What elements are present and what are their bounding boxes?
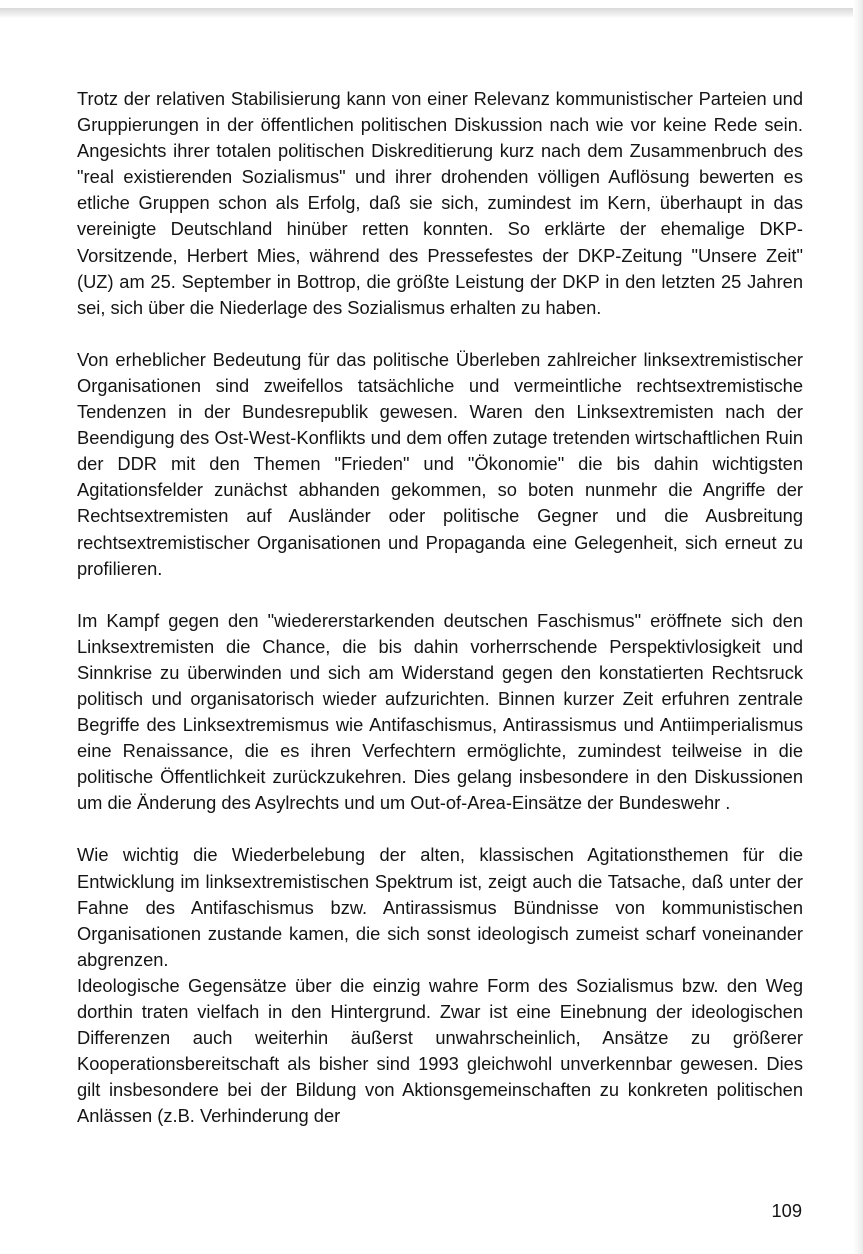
paragraph: Ideologische Gegensätze über die einzig wahre Form des Sozialismus bzw. den Weg dorthin traten vielfach in den Hintergrund. Zwar ist eine Einebnung der ideologischen Differenzen auch weiterhin äußerst unwahrscheinlich, Ansätze zu größerer Kooperationsbereitschaft als bisher sind 1993 gleichwohl unverkennbar gewesen. Dies gilt insbesondere bei der Bildung von Aktionsgemeinschaften zu konkreten politischen Anlässen (z.B. Verhinderung der [77,974,803,1127]
paragraph: Im Kampf gegen den "wiedererstarkenden deutschen Faschismus" eröffnete sich den Linksextremisten die Chance, die bis dahin vorherrschende Perspektivlosigkeit und Sinnkrise zu überwinden und sich am Widerstand gegen den konstatierten Rechtsruck politisch und organisatorisch wieder aufzurichten. Binnen kurzer Zeit erfuhren zentrale Begriffe des Linksextremismus wie Antifaschismus, Antirassismus und Antiimperialismus eine Renaissance, die es ihren Verfechtern ermöglichte, zumindest teilweise in die politische Öffentlichkeit zurückzukehren. Dies gelang insbesondere in den Diskussionen um die Änderung des Asylrechts und um Out-of-Area-Einsätze der Bundeswehr . [77,609,803,814]
paragraph: Trotz der relativen Stabilisierung kann von einer Relevanz kommunistischer Parteien und Gruppierungen in der öffentlichen politischen Diskussion nach wie vor keine Rede sein. Angesichts ihrer totalen politischen Diskreditierung kurz nach dem Zusammenbruch des "real existierenden Sozialismus" und ihrer drohenden völligen Auflösung bewerten es etliche Gruppen schon als Erfolg, daß sie sich, zumindest im Kern, überhaupt in das vereinigte Deutschland hinüber retten konnten. So erklärte der ehemalige DKP-Vorsitzende, Herbert Mies, während des Pressefestes der DKP-Zeitung "Unsere Zeit" (UZ) am 25. September in Bottrop, die größte Leistung der DKP in den letzten 25 Jahren sei, sich über die Niederlage des Sozialismus erhalten zu haben. [77,88,803,318]
scan-shadow-right [853,0,863,1254]
page-number: 109 [771,1200,802,1221]
body-text [77,86,803,1129]
paragraph: Wie wichtig die Wiederbelebung der alten, klassischen Agitationsthemen für die Entwicklung im linksextremistischen Spektrum ist, zeigt auch die Tatsache, daß unter der Fahne des Antifaschismus bzw. Antirassismus Bündnisse von kommunistischen Organisationen zustande kamen, die sich sonst ideologisch zumeist scharf voneinander abgrenzen. [77,844,803,970]
scan-shadow-top [0,8,863,18]
paragraph: Von erheblicher Bedeutung für das politische Überleben zahlreicher linksextremistischer Organisationen sind zweifellos tatsächliche und vermeintliche rechtsextremistische Tendenzen in der Bundesrepublik gewesen. Waren den Linksextremisten nach der Beendigung des Ost-West-Konflikts und dem offen zutage tretenden wirtschaftlichen Ruin der DDR mit den Themen "Frieden" und "Ökonomie" die bis dahin wichtigsten Agitationsfelder zunächst abhanden gekommen, so boten nunmehr die Angriffe der Rechtsextremisten auf Ausländer oder politische Gegner und die Ausbreitung rechtsextremistischer Organisationen und Propaganda eine Gelegenheit, sich erneut zu profilieren. [77,348,803,579]
